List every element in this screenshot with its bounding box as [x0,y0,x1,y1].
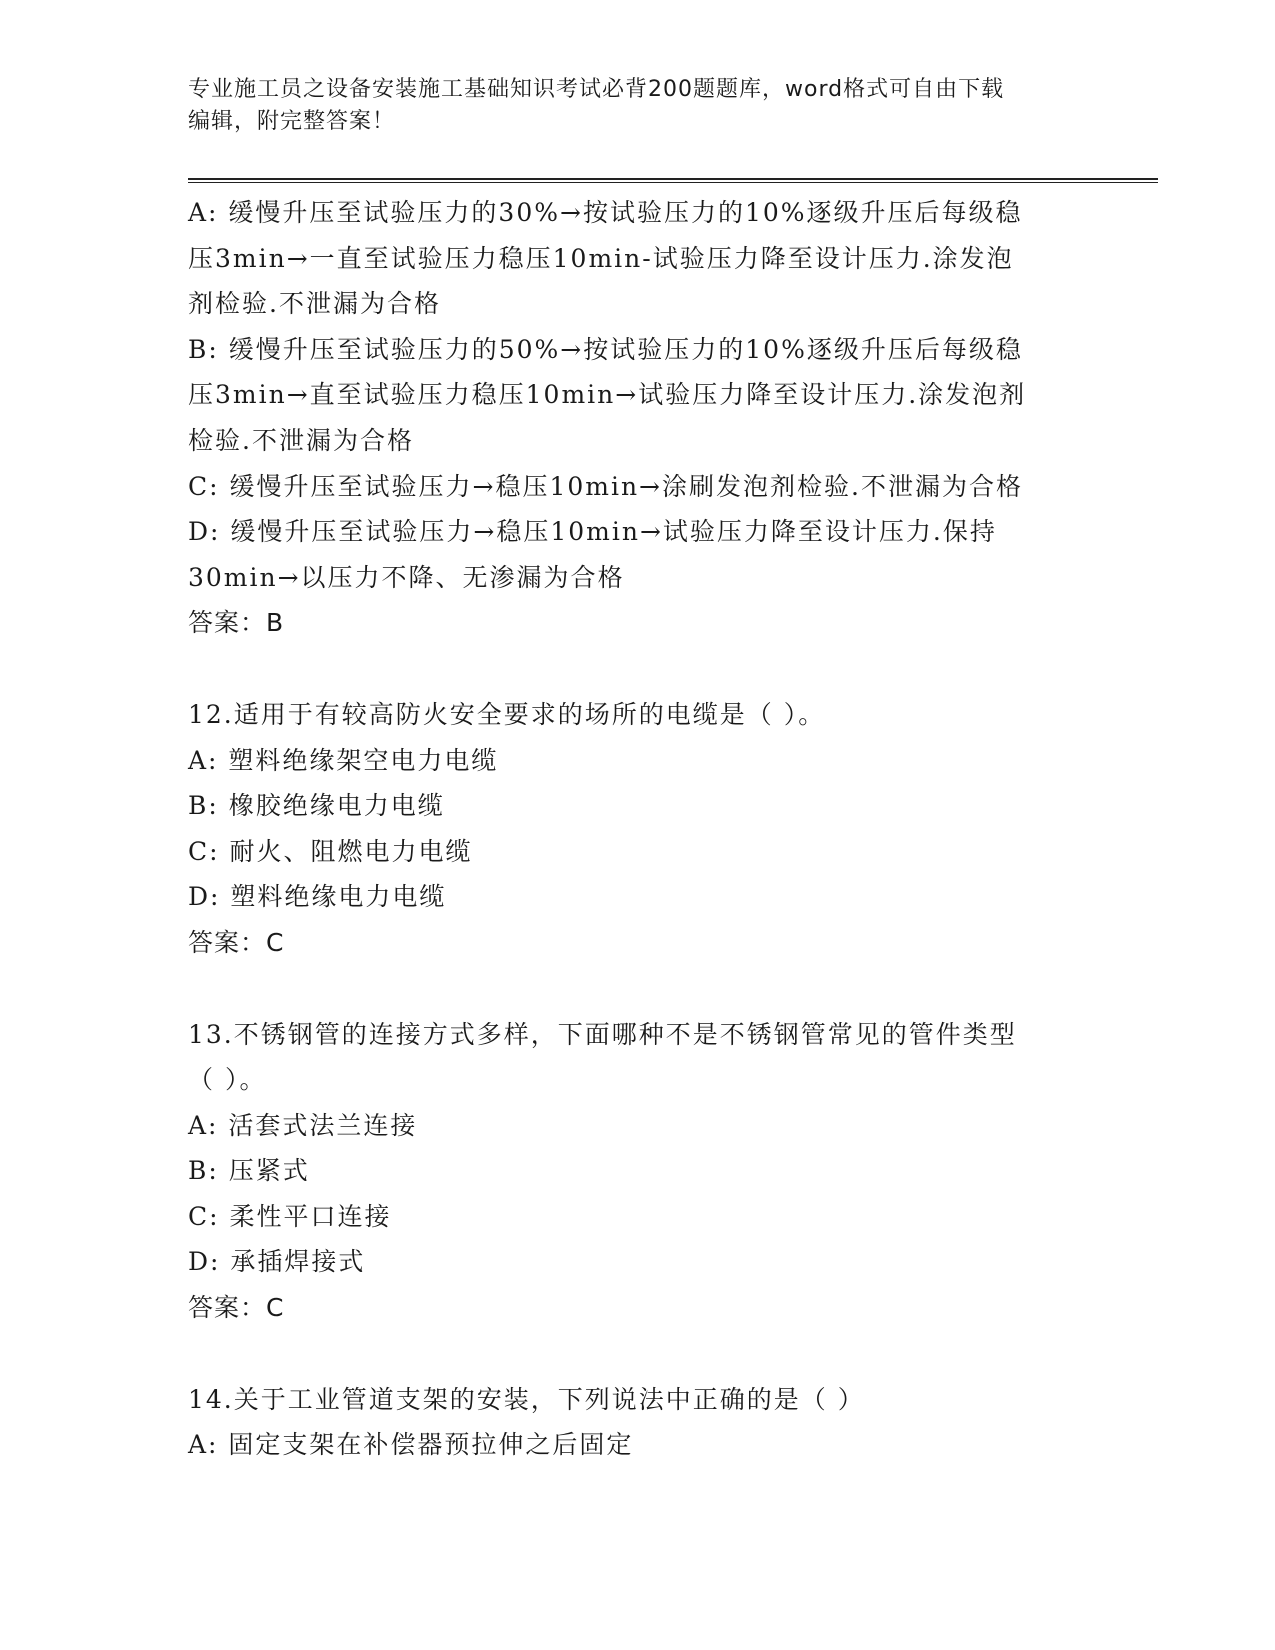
answer: 答案：C [188,1293,285,1323]
option-a [188,190,1088,327]
option-d: D: 承插焊接式 [188,1247,366,1277]
header-line-1: 专业施工员之设备安装施工基础知识考试必背200题题库，word格式可自由下载 [188,77,1005,102]
header-divider-thick [188,178,1158,180]
option-a: A: 活套式法兰连接 [188,1110,418,1140]
option-d-line-2: 30min→以压力不降、无渗漏为合格 [188,562,625,592]
option-c: C: 柔性平口连接 [188,1201,392,1231]
question-content [188,190,1088,1468]
question-stem-line-2: （ ）。 [188,1065,267,1095]
question-14 [188,1377,1088,1468]
question-11 [188,190,1088,646]
header-divider-thin [188,182,1158,183]
option-a: A: 固定支架在补偿器预拉伸之后固定 [188,1430,634,1460]
document-header [188,74,1088,138]
option-b [188,327,1088,464]
option-a-line-1: A: 缓慢升压至试验压力的30%→按试验压力的10%逐级升压后每级稳 [188,198,1023,227]
option-a-line-2: 压3min→一直至试验压力稳压10min-试验压力降至设计压力.涂发泡 [188,243,1014,273]
spacer [188,646,1088,692]
option-c-line-1: C: 缓慢升压至试验压力→稳压10min→涂刷发泡剂检验.不泄漏为合格 [188,471,1023,501]
question-stem-line-1: 13.不锈钢管的连接方式多样，下面哪种不是不锈钢管常见的管件类型 [188,1019,1017,1049]
option-a-line-3: 剂检验.不泄漏为合格 [188,289,441,319]
option-a: A: 塑料绝缘架空电力电缆 [188,745,499,775]
question-stem: 12.适用于有较高防火安全要求的场所的电缆是（ ）。 [188,699,826,729]
option-d: D: 塑料绝缘电力电缆 [188,882,447,912]
spacer [188,966,1088,1012]
option-d-line-1: D: 缓慢升压至试验压力→稳压10min→试验压力降至设计压力.保持 [188,517,997,547]
spacer [188,1331,1088,1377]
answer: 答案：B [188,608,285,638]
option-c [188,464,1088,510]
option-b: B: 橡胶绝缘电力电缆 [188,791,445,821]
option-b-line-2: 压3min→直至试验压力稳压10min→试验压力降至设计压力.涂发泡剂 [188,380,1027,410]
question-12 [188,692,1088,966]
question-stem: 14.关于工业管道支架的安装，下列说法中正确的是（ ） [188,1384,865,1414]
header-line-2: 编辑，附完整答案！ [188,109,396,134]
option-b: B: 压紧式 [188,1156,310,1186]
option-d [188,509,1088,600]
option-b-line-1: B: 缓慢升压至试验压力的50%→按试验压力的10%逐级升压后每级稳 [188,334,1023,364]
answer: 答案：C [188,927,285,957]
option-b-line-3: 检验.不泄漏为合格 [188,425,414,455]
option-c: C: 耐火、阻燃电力电缆 [188,836,473,866]
question-13 [188,1012,1088,1331]
